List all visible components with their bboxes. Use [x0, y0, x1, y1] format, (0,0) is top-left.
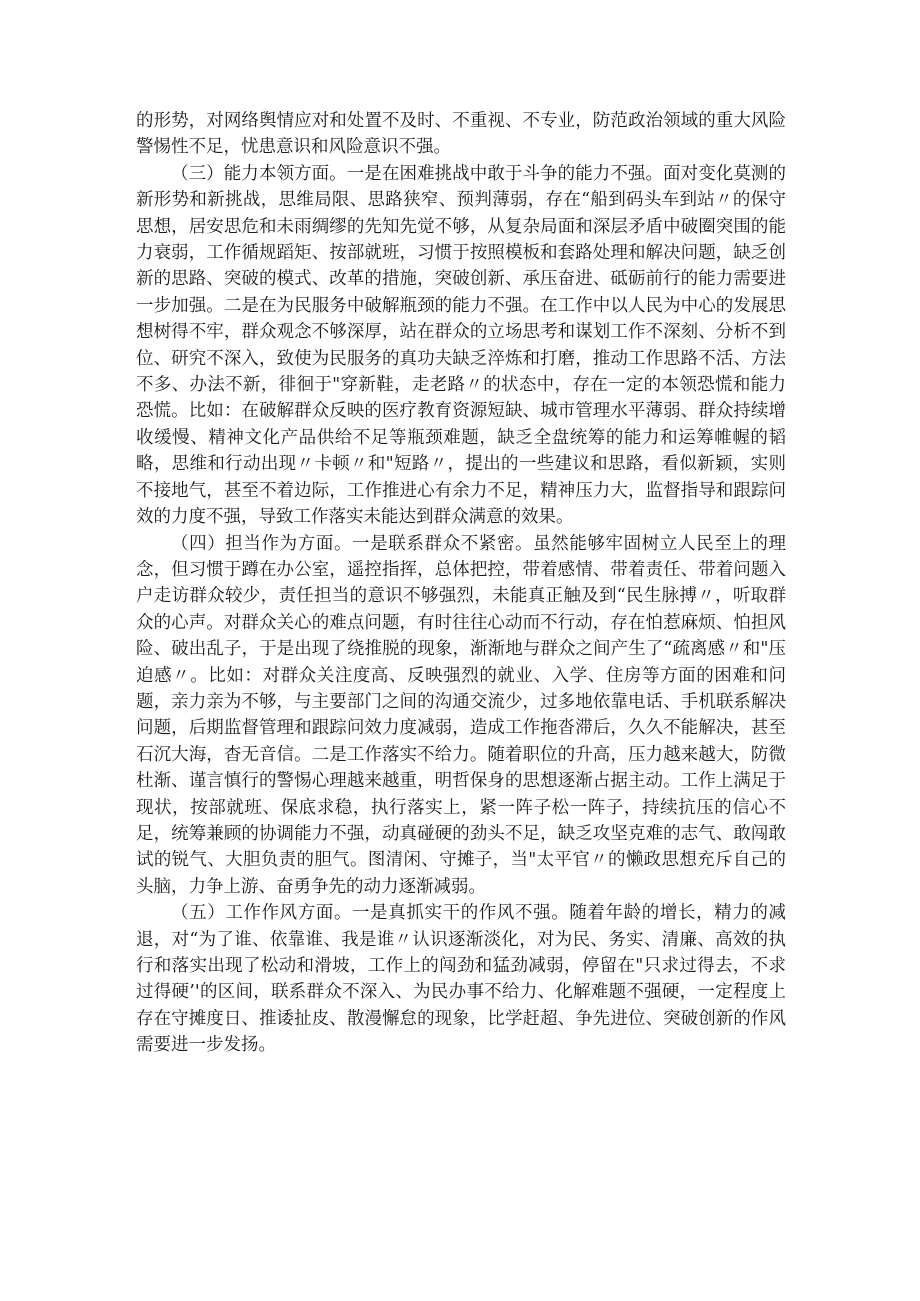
- document-page: [136, 108, 786, 1059]
- paragraph-ability-section: （三）能力本领方面。一是在困难挑战中敢于斗争的能力不强。面对变化莫测的新形势和新挑战，思维局限、思路狭窄、预判薄弱，存在“船到码头车到站〃的保守思想，居安思危和未雨绸缪的先知先觉不够，从复杂局面和深层矛盾中破圈突围的能力衰弱，工作循规蹈矩、按部就班，习惯于按照模板和套路处理和解决问题，缺乏创新的思路、突破的模式、改革的措施，突破创新、承压奋进、砥砺前行的能力需要进一步加强。二是在为民服务中破解瓶颈的能力不强。在工作中以人民为中心的发展思想树得不牢，群众观念不够深厚，站在群众的立场思考和谋划工作不深刻、分析不到位、研究不深入，致使为民服务的真功夫缺乏淬炼和打磨，推动工作思路不活、方法不多、办法不新，徘徊于"穿新鞋，走老路〃的状态中，存在一定的本领恐慌和能力恐慌。比如：在破解群众反映的医疗教育资源短缺、城市管理水平薄弱、群众持续增收缓慢、精神文化产品供给不足等瓶颈难题，缺乏全盘统筹的能力和运筹帷幄的韬略，思维和行动出现〃卡顿〃和"短路〃，提出的一些建议和思路，看似新颖，实则不接地气，甚至不着边际，工作推进心有余力不足，精神压力大，监督指导和跟踪问效的力度不强，导致工作落实未能达到群众满意的效果。: [136, 163, 786, 528]
- paragraph-work-style-section: （五）工作作风方面。一是真抓实干的作风不强。随着年龄的增长，精力的减退，对“为了谁、依靠谁、我是谁〃认识逐渐淡化，对为民、务实、清廉、高效的执行和落实出现了松动和滑坡，工作上的闯劲和猛劲减弱，停留在"只求过得去，不求过得硬’'的区间，联系群众不深入、为民办事不给力、化解难题不强硬，一定程度上存在守摊度日、推诿扯皮、散漫懈怠的现象，比学赶超、争先进位、突破创新的作风需要进一步发扬。: [136, 903, 786, 1056]
- paragraph-responsibility-section: （四）担当作为方面。一是联系群众不紧密。虽然能够牢固树立人民至上的理念，但习惯于蹲在办公室，遥控指挥，总体把控，带着感情、带着责任、带着问题入户走访群众较少，责任担当的意识不够强烈，未能真正触及到“民生脉搏〃，听取群众的心声。对群众关心的难点问题，有时往往心动而不行动，存在怕惹麻烦、怕担风险、破出乱子，于是出现了绕推脱的现象，渐渐地与群众之间产生了“疏离感〃和"压迫感〃。比如：对群众关注度高、反映强烈的就业、入学、住房等方面的困难和问题，亲力亲为不够，与主要部门之间的沟通交流少，过多地依靠电话、手机联系解决问题，后期监督管理和跟踪问效力度减弱，造成工作拖沓滞后，久久不能解决，甚至石沉大海，杳无音信。二是工作落实不给力。随着职位的升高，压力越来越大，防微杜渐、谨言慎行的警惕心理越来越重，明哲保身的思想逐渐占据主动。工作上满足于现状，按部就班、保底求稳，执行落实上，紧一阵子松一阵子，持续抗压的信心不足，统筹兼顾的协调能力不强，动真碰硬的劲头不足，缺乏攻坚克难的志气、敢闯敢试的锐气、大胆负责的胆气。图清闲、守摊子，当"太平官〃的懒政思想充斥自己的头脑，力争上游、奋勇争先的动力逐渐减弱。: [136, 533, 786, 897]
- paragraph-continuation: 的形势，对网络舆情应对和处置不及时、不重视、不专业，防范政治领域的重大风险警惕性不足，忧患意识和风险意识不强。: [136, 111, 786, 158]
